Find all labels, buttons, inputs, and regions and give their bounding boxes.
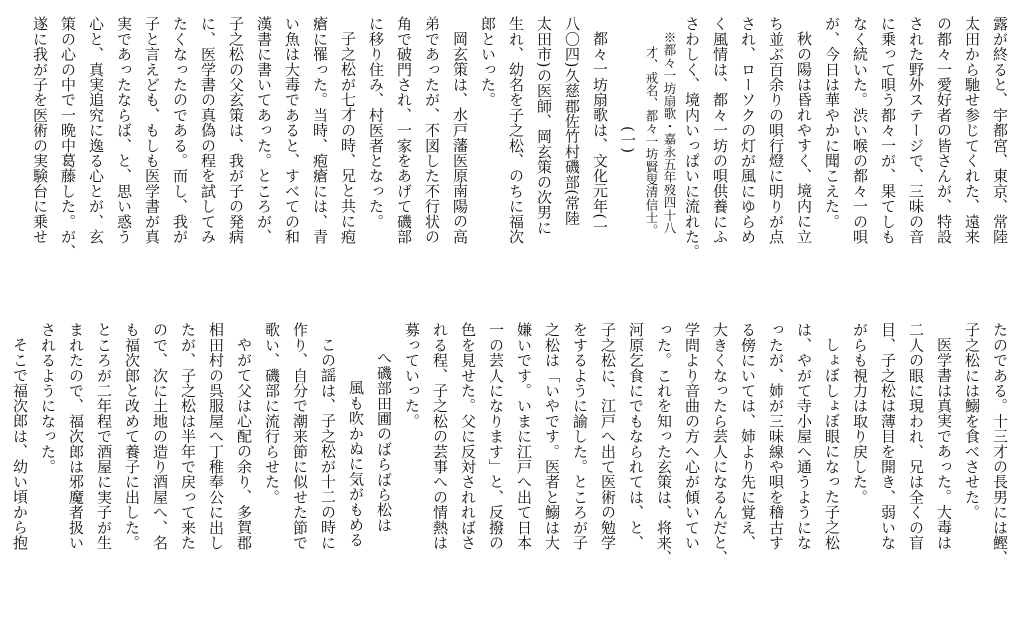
text-line: たくなったのである。而し、我が xyxy=(171,16,189,244)
text-line: 子之松の父玄策は、我が子の発病 xyxy=(227,16,245,244)
text-line: 目、子之松は薄目を開き、弱いな xyxy=(879,322,897,550)
text-line: 嫌いです。いまに江戸へ出て日本 xyxy=(515,322,533,550)
text-line: 秋の陽は昏れやすく、境内に立 xyxy=(795,31,813,244)
text-line: ったが、姉が三味線や唄を稽古す xyxy=(767,322,785,550)
text-line: 漢書に書いてあった。ところが、 xyxy=(255,16,273,244)
text-line: 露が終ると、宇都宮、東京、常陸 xyxy=(991,16,1009,244)
text-line: 岡玄策は、水戸藩医原南陽の高 xyxy=(451,31,469,244)
bottom-text-block xyxy=(11,322,1014,607)
text-line: に移り住み、村医者となった。 xyxy=(367,16,385,229)
text-line: 作り、自分で潮来節に似せた節で xyxy=(291,322,309,550)
footnote-line: ※都々一坊扇歌・嘉永五年歿四十八 xyxy=(662,31,677,235)
text-line: った。これを知った玄策は、将来、 xyxy=(655,322,673,566)
text-line: 歌い、磯部に流行らせた。 xyxy=(263,322,281,505)
text-line: そこで福次郎は、幼い頃から抱 xyxy=(11,337,29,550)
text-line: 角で破門され、一家をあげて磯部 xyxy=(395,16,413,244)
text-line: 一の芸人になります」と、反撥の xyxy=(487,322,505,550)
text-line: ち並ぶ百余りの唄行燈に明りが点 xyxy=(767,16,785,244)
text-line: 河原乞食にでもなられては、と、 xyxy=(627,322,645,550)
text-line: 色を見せた。父に反対されればさ xyxy=(459,322,477,550)
text-line: やがて父は心配の余り、多賀郡 xyxy=(235,337,253,550)
text-line: る傍にいては、姉より先に覚え、 xyxy=(739,322,757,550)
text-line: 太田市)の医師、岡玄策の次男に xyxy=(535,16,553,235)
text-line: まれたので、福次郎は邪魔者扱い xyxy=(67,322,85,550)
text-line: しょぼしょぼ眼になった子之松 xyxy=(823,337,841,550)
text-line: れる程、子之松の芸事への情熱は xyxy=(431,322,449,550)
text-line: たのである。十三才の長男には鰹、 xyxy=(991,322,1009,566)
text-line: ので、次に土地の造り酒屋へ、名 xyxy=(151,322,169,550)
text-line: 子之松が七才の時、兄と共に疱 xyxy=(339,31,357,244)
text-line: 生れ、幼名を子之松、のちに福次 xyxy=(507,16,525,244)
text-line: され、ローソクの灯が風にゆらめ xyxy=(739,16,757,244)
text-line: 郎といった。 xyxy=(479,16,497,108)
text-line: 瘡に罹った。当時、疱瘡には、青 xyxy=(311,16,329,244)
text-line: い魚は大毒であると、すべての和 xyxy=(283,16,301,244)
text-line: ところが二年程で酒屋に実子が生 xyxy=(95,322,113,550)
text-line: 之松は「いやです。医者と鰯は大 xyxy=(543,322,561,550)
top-text-block xyxy=(31,16,1014,321)
text-line: 大きくなったら芸人になるんだと、 xyxy=(711,322,729,566)
text-line: 二人の眼に現われ、兄は全くの盲 xyxy=(907,322,925,550)
text-line: 募っていった。 xyxy=(403,322,421,429)
text-line: されるようになった。 xyxy=(39,322,57,474)
text-line: 八〇四)久慈郡佐竹村磯部(常陸 xyxy=(563,16,581,226)
text-line: された野外ステージで、三味の音 xyxy=(907,16,925,244)
text-line: 心と、真実追究に逸る心とが、玄 xyxy=(87,16,105,244)
footnote-line: 才、戒名、都々一坊賢叟清信士。 xyxy=(644,46,659,237)
text-line: 子之松には鰯を食べさせた。 xyxy=(963,322,981,520)
song-line: 風も吹かぬに気がもめる xyxy=(347,380,365,548)
text-line: がらも視力は取り戻した。 xyxy=(851,322,869,505)
text-line: も福次郎と改めて養子に出した。 xyxy=(123,322,141,550)
text-line: さわしく、境内いっぱいに流れた。 xyxy=(683,16,701,260)
text-line: 子之松に、江戸へ出て医術の勉学 xyxy=(599,322,617,550)
text-line: は、やがて寺小屋へ通うようにな xyxy=(795,322,813,550)
text-line: たが、子之松は半年で戻って来た xyxy=(179,322,197,550)
text-line: 策の心の中で一晩中葛藤した。が、 xyxy=(59,16,77,260)
text-line: 子と言えども、もしも医学書が真 xyxy=(143,16,161,244)
text-line: 都々一坊扇歌は、文化元年(一 xyxy=(591,31,609,235)
text-line: く風情は、都々一坊の唄供養にふ xyxy=(711,16,729,244)
section-heading: (一) xyxy=(619,126,637,154)
text-line: に乗って唄う都々一が、果てしも xyxy=(879,16,897,244)
text-line: 実であったならば、と、思い惑う xyxy=(115,16,133,244)
text-line: をするように諭した。ところが子 xyxy=(571,322,589,550)
text-line: の都々一愛好者の皆さんが、特設 xyxy=(935,16,953,244)
text-line: 相田村の呉服屋へ丁稚奉公に出し xyxy=(207,322,225,550)
song-line: へ磯部田圃のばらばら松は xyxy=(375,350,393,533)
text-line: なく続いた。渋い喉の都々一の唄 xyxy=(851,16,869,244)
text-line: この謡は、子之松が十二の時に xyxy=(319,337,337,550)
text-line: が、今日は華やかに聞こえた。 xyxy=(823,16,841,229)
text-line: 学問より音曲の方へ心が傾いてい xyxy=(683,322,701,550)
text-line: 弟であったが、不図した不行状の xyxy=(423,16,441,244)
text-line: 太田から馳せ参じてくれた、遠来 xyxy=(963,16,981,244)
text-line: 医学書は真実であった。大毒は xyxy=(935,337,953,550)
text-line: に、医学書の真偽の程を試してみ xyxy=(199,16,217,244)
text-line: 遂に我が子を医術の実験台に乗せ xyxy=(31,16,49,244)
